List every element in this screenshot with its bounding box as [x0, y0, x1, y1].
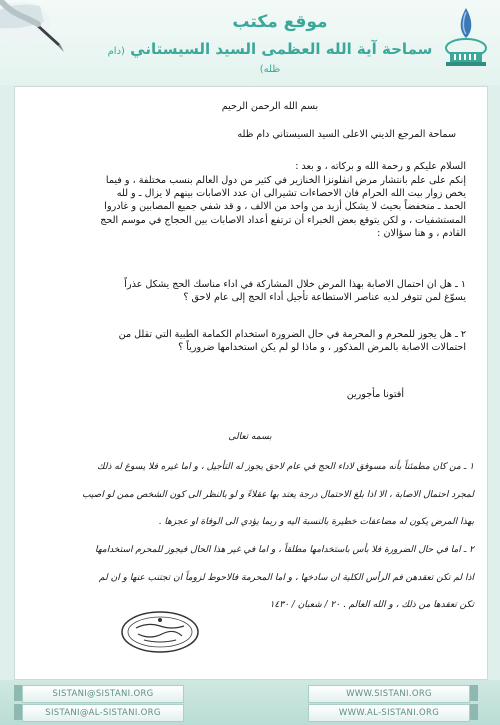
- greeting: السلام عليكم و رحمة الله و بركاته ، و بعد :: [295, 161, 466, 172]
- subtitle-suffix: (دام ظله): [107, 46, 281, 75]
- office-logo-icon: [440, 4, 492, 74]
- site-title: موقع مكتب: [232, 12, 328, 32]
- pen-icon: [0, 0, 70, 60]
- basmala: بسم الله الرحمن الرحيم: [221, 101, 319, 112]
- site-header: [0, 0, 500, 85]
- answer-heading: بسمه تعالى: [228, 432, 272, 442]
- website-link-2[interactable]: WWW.AL-SISTANI.ORG: [308, 704, 470, 722]
- email-link-2[interactable]: SISTANI@AL-SISTANI.ORG: [22, 704, 184, 722]
- email-link-1[interactable]: SISTANI@SISTANI.ORG: [22, 685, 184, 703]
- website-link-1[interactable]: WWW.SISTANI.ORG: [308, 685, 470, 703]
- body-line: إنكم على علم بانتشار مرض انفلونزا الخنازير في كثير من دول العالم بنسب مختلفة ، و فيما: [105, 175, 466, 186]
- question-1-line: يسوّغ لمن تتوفر لديه عناصر الاستطاعة تأجيل أداء الحج إلى عام لاحق ؟: [183, 292, 466, 304]
- body-line: الحمد ـ منخفضاً بحيث لا يشكل أزيد من واحد من الالف ، و قد شفي جميع المصابين و غادروا: [104, 201, 466, 213]
- footer-cap: [14, 685, 22, 701]
- body-line: يخص زوار بيت الله الحرام فان الاحصاءات تشيرالى ان عدد الاصابات بينهم لا يزال ـ و لله: [116, 188, 466, 200]
- footer-cap: [470, 685, 478, 701]
- closing: أفتونا مأجورين: [346, 389, 404, 400]
- body-line: المستشفيات ، و لكن يتوقع بعض الخبراء أن ترتفع أعداد الاصابات بين الحجاج في موسم الحج: [100, 214, 466, 226]
- answer-line: لمجرد احتمال الاصابة ، الا اذا بلغ الاحتمال درجة يعتد بها عقلاءً و لو بالنظر الى كون الشخص ممن لو اصيب: [82, 490, 474, 500]
- question-2: [46, 328, 466, 354]
- question-1-line: ١ ـ هل ان احتمال الاصابة بهذا المرض خلال المشاركة في اداء مناسك الحج يشكل عذراً: [124, 279, 466, 290]
- question-2-line: احتمالات الاصابة بالمرض المذكور ، و ماذا لو لم يكن استخدامها ضرورياً ؟: [178, 342, 466, 354]
- answer-line: بهذا المرض يكون له مضاعفات خطيرة بالنسبة اليه و ربما يؤدي الى الوفاة او عجزها .: [158, 517, 474, 527]
- footer-cap: [14, 704, 22, 720]
- subtitle-main: سماحة آية الله العظمى السيد السيستاني: [130, 40, 433, 58]
- question-2-line: ٢ ـ هل يجوز للمحرم و المحرمة في حال الضرورة استخدام الكمامة الطبية التي تقلل من: [118, 329, 466, 340]
- site-subtitle: [100, 40, 440, 76]
- answer-line: تكن تعقدها من ذلك ، و الله العالم . ٢٠ / شعبان / ١٤٣٠: [269, 600, 474, 610]
- footer-bar: [0, 680, 500, 725]
- question-body: [46, 174, 466, 240]
- question-1: [46, 278, 466, 304]
- answer-line: اذا لم تكن تعقدهن فم الرأس الكلية ان سادخها ، و اما المحرمة فالاحوط لزوماً ان تجتنب عنها و ان لم: [99, 573, 474, 583]
- body-line: القادم ، و هنا سؤالان :: [377, 227, 466, 239]
- answer-line: ١ ـ من كان مطمئناً بأنه مسوفق لاداء الحج في عام لاحق يجوز له التأجيل ، و اما غيره فلا يسوغ له ذلك: [97, 462, 474, 472]
- footer-cap: [470, 704, 478, 720]
- seal-stamp-icon: [120, 610, 200, 655]
- answer-line: ٢ ـ اما في حال الضرورة فلا بأس باستخدامها مطلقاً ، و اما في غير هذا الحال فيجوز للمحرم استخدامها: [94, 545, 474, 555]
- addressee: سماحة المرجع الديني الاعلى السيد السيستاني دام ظله: [237, 129, 456, 140]
